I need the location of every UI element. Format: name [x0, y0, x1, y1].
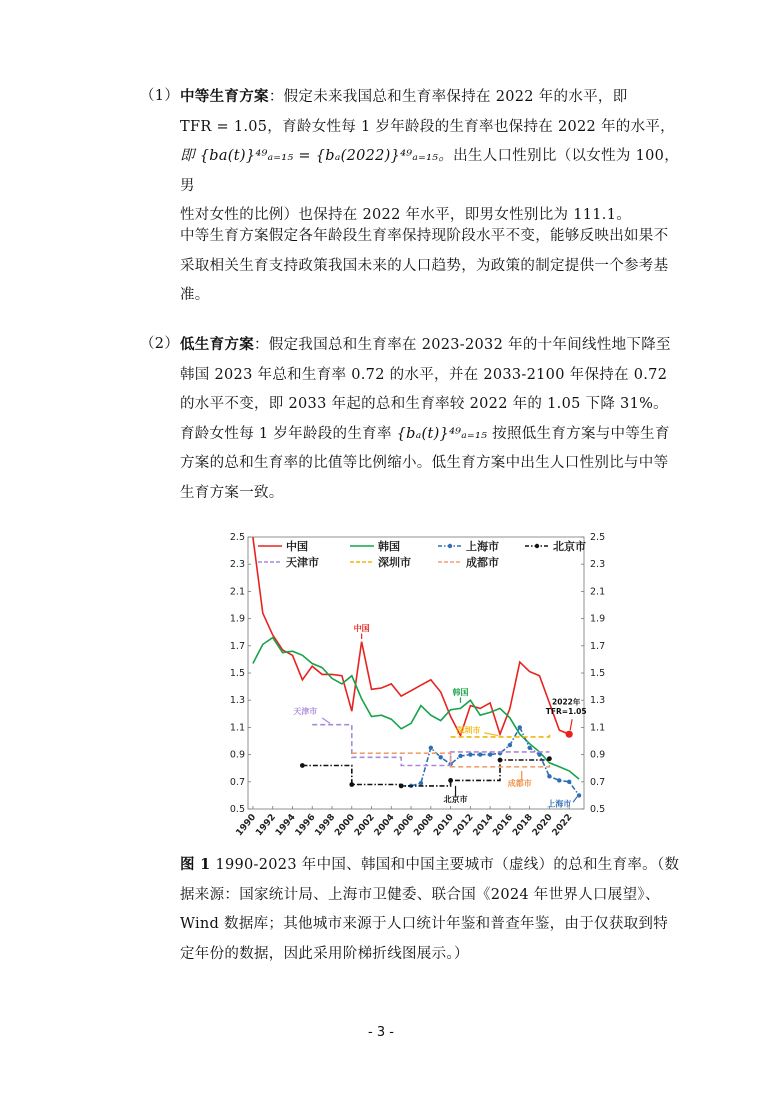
- y-tick-label-right: 1.9: [590, 613, 606, 625]
- x-tick-label: 2018: [511, 812, 535, 839]
- annotation-label: 2022年: [552, 697, 581, 707]
- scenario-term: 中等生育方案: [180, 88, 269, 105]
- beijing-marker: [547, 756, 552, 761]
- y-tick-label-right: 1.7: [590, 640, 606, 652]
- x-tick-label: 2014: [471, 812, 496, 839]
- para1-line3b: 出生人口性别比（以女性为 100，男: [180, 148, 679, 194]
- paragraph-low-scenario: [142, 330, 682, 508]
- shanghai-marker: [458, 754, 462, 758]
- shanghai-marker: [478, 752, 482, 756]
- beijing-marker: [399, 783, 404, 788]
- y-tick-label-left: 1.7: [229, 640, 245, 652]
- shanghai-marker: [527, 746, 531, 750]
- legend-label: 北京市: [553, 540, 586, 553]
- y-tick-label-right: 2.5: [590, 532, 606, 543]
- beijing-marker: [300, 763, 305, 768]
- paragraph-medium-explanation: 中等生育方案假定各年龄段生育率保持现阶段水平不变，能够反映出如果不采取相关生育支持政策我国未来的人口趋势，为政策的制定提供一个参考基准。: [180, 228, 669, 303]
- paragraph-medium-scenario: [142, 82, 682, 231]
- legend-marker: [448, 544, 452, 548]
- y-tick-label-right: 1.1: [590, 722, 606, 734]
- shanghai-marker: [429, 746, 433, 750]
- y-tick-label-left: 2.3: [229, 559, 245, 571]
- annotation-label: 中国: [353, 623, 370, 633]
- annotation-label: 天津市: [293, 706, 318, 716]
- legend-label: 韩国: [378, 540, 400, 553]
- beijing-marker: [349, 782, 354, 787]
- y-tick-label-right: 0.5: [590, 804, 606, 815]
- y-tick-label-left: 2.5: [229, 532, 245, 543]
- figure-label: 图 1: [180, 856, 211, 873]
- x-tick-label: 2006: [392, 812, 417, 839]
- y-tick-label-right: 1.5: [590, 668, 606, 679]
- x-tick-label: 2000: [333, 812, 358, 839]
- item-number: （2）: [140, 336, 180, 352]
- beijing-marker: [498, 758, 503, 763]
- x-tick-label: 2004: [372, 812, 397, 839]
- legend-label: 成都市: [466, 556, 499, 569]
- y-tick-label-left: 0.5: [229, 804, 245, 815]
- x-tick-label: 2010: [432, 812, 456, 839]
- para1-line2: TFR = 1.05，育龄女性每 1 岁年龄段的生育率也保持在 2022 年的水平，: [180, 118, 675, 135]
- beijing-marker: [448, 778, 453, 783]
- annotation-label: 北京市: [443, 795, 468, 805]
- x-tick-label: 1992: [254, 812, 279, 839]
- y-tick-label-left: 1.1: [229, 722, 245, 734]
- shanghai-marker: [419, 781, 423, 785]
- shanghai-marker: [537, 752, 541, 756]
- scenario-term: 低生育方案: [180, 336, 254, 353]
- x-tick-label: 2008: [412, 812, 437, 839]
- legend-label: 天津市: [286, 556, 319, 569]
- annotation-label: TFR=1.05: [545, 706, 587, 716]
- y-tick-label-right: 2.3: [590, 559, 606, 571]
- x-tick-label: 2020: [530, 812, 555, 839]
- item-number: （1）: [140, 88, 180, 104]
- shanghai-marker: [488, 752, 492, 756]
- page-number: - 3 -: [368, 1025, 394, 1040]
- y-tick-label-right: 2.1: [590, 586, 606, 598]
- legend-label: 深圳市: [378, 556, 411, 569]
- para1-formula: a(t)}⁴⁹ₐ₌₁₅ = {bₐ(2022)}⁴⁹ₐ₌₁₅。: [218, 148, 454, 164]
- shanghai-marker: [468, 752, 472, 756]
- y-tick-label-left: 0.7: [229, 776, 245, 788]
- chart-svg: [229, 524, 628, 844]
- y-tick-label-right: 1.3: [590, 695, 606, 707]
- figure-caption: [180, 850, 680, 969]
- x-tick-label: 2022: [550, 812, 575, 839]
- shanghai-marker: [577, 793, 581, 797]
- shanghai-marker: [439, 755, 443, 759]
- x-tick-label: 1998: [313, 812, 338, 839]
- para1-line3a: 即 {b: [180, 148, 219, 164]
- legend-label: 上海市: [466, 540, 499, 553]
- y-tick-label-left: 2.1: [229, 586, 245, 598]
- para3-text-b: 按照低生育方案与中等生育方案的总和生育率的比值等比例缩小。低生育方案中出生人口性别比与中等生育方案一致。: [180, 425, 670, 501]
- shanghai-marker: [567, 780, 571, 784]
- annotation-label: 成都市: [507, 778, 532, 788]
- y-tick-label-left: 0.9: [229, 749, 245, 761]
- y-tick-label-right: 0.9: [590, 749, 606, 761]
- x-tick-label: 2012: [451, 812, 476, 839]
- figure-caption-text: 1990-2023 年中国、韩国和中国主要城市（虚线）的总和生育率。（数据来源：国家统计局、上海市卫健委、联合国《2024 年世界人口展望》、Wind 数据库；其他城市来源于人口统计年鉴和普查年鉴，由于仅获取到特定年份的数据，因此采用阶梯折线图展示。）: [180, 857, 680, 962]
- y-tick-label-right: 0.7: [590, 776, 606, 788]
- shanghai-marker: [547, 774, 551, 778]
- x-tick-label: 1996: [293, 812, 318, 839]
- x-tick-label: 1994: [273, 812, 298, 839]
- para3-text-a: ：假定我国总和生育率在 2023-2032 年的十年间线性地下降至韩国 2023 年总和生育率 0.72 的水平，并在 2033-2100 年保持在 0.72 的水平不变，即 2033 年起的总和生育率较 2022 年的 1.05 下降 31%。育龄女性每 1 岁年龄段的生育率: [180, 337, 671, 442]
- annotation-label: 深圳市: [456, 725, 481, 735]
- y-tick-label-left: 1.3: [229, 695, 245, 707]
- y-tick-label-left: 1.5: [229, 668, 245, 679]
- para3-formula: {bₐ(t)}⁴⁹ₐ₌₁₅: [396, 425, 488, 442]
- legend-label: 中国: [286, 540, 308, 553]
- annotation-label: 韩国: [452, 687, 469, 697]
- para1-line1: ：假定未来我国总和生育率保持在 2022 年的水平，即: [268, 89, 628, 105]
- para1-line4: 性对女性的比例）也保持在 2022 年水平，即男女性别比为 111.1。: [180, 207, 632, 223]
- tfr-chart: [229, 524, 628, 844]
- x-tick-label: 2016: [491, 812, 516, 839]
- shanghai-marker: [557, 778, 561, 782]
- x-tick-label: 2002: [353, 812, 377, 839]
- annotation-label: 上海市: [547, 799, 572, 809]
- shanghai-marker: [508, 743, 512, 747]
- y-tick-label-left: 1.9: [229, 613, 245, 625]
- china-2022-marker: [566, 731, 573, 738]
- shanghai-marker: [518, 725, 522, 729]
- x-tick-label: 1990: [234, 812, 259, 839]
- legend-marker: [535, 544, 539, 548]
